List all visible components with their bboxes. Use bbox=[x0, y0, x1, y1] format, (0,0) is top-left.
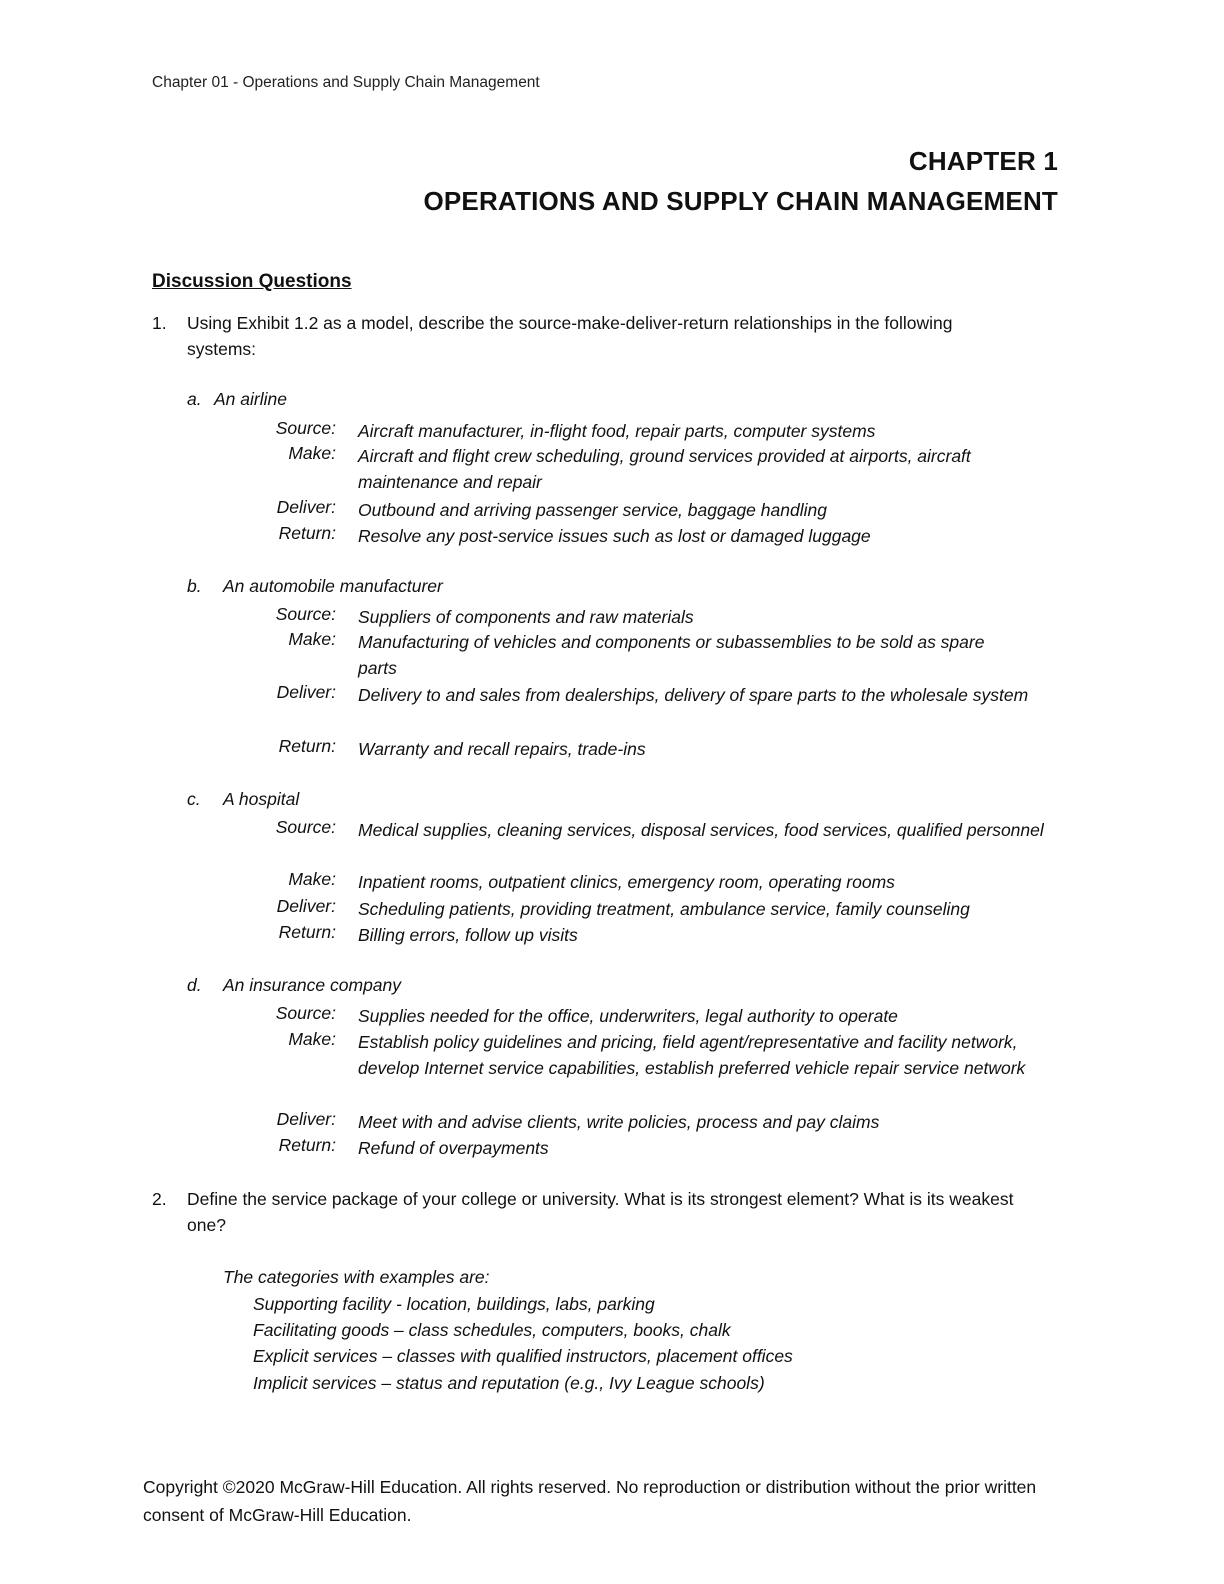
row-label: Deliver: bbox=[276, 682, 336, 702]
row-value: Resolve any post-service issues such as lost or damaged luggage bbox=[358, 526, 871, 546]
subpart-letter: b. bbox=[187, 576, 202, 596]
row-value: Establish policy guidelines and pricing, field agent/representative and facility network, develop Internet service capabilities, establish preferred vehicle repair service network bbox=[358, 1032, 1026, 1078]
row-value: Billing errors, follow up visits bbox=[358, 925, 578, 945]
row-value: Supplies needed for the office, underwriters, legal authority to operate bbox=[358, 1006, 898, 1026]
subpart-title: An insurance company bbox=[223, 975, 402, 995]
row-label: Return: bbox=[278, 736, 336, 756]
row-value: Manufacturing of vehicles and components or subassemblies to be sold as spare parts bbox=[358, 632, 985, 678]
category-item: Explicit services – classes with qualified instructors, placement offices bbox=[253, 1346, 793, 1366]
question-number: 2. bbox=[152, 1189, 167, 1209]
row-label: Source: bbox=[275, 817, 336, 837]
row-label: Source: bbox=[275, 1003, 336, 1023]
question-text: Define the service package of your college or university. What is its strongest element? What is its weakest one? bbox=[187, 1189, 1014, 1235]
row-label: Source: bbox=[275, 604, 336, 624]
chapter-title: OPERATIONS AND SUPPLY CHAIN MANAGEMENT bbox=[423, 186, 1058, 216]
row-label: Return: bbox=[278, 922, 336, 942]
row-value: Refund of overpayments bbox=[358, 1138, 549, 1158]
row-value: Suppliers of components and raw materials bbox=[358, 607, 694, 627]
row-value: Scheduling patients, providing treatment, ambulance service, family counseling bbox=[358, 899, 970, 919]
category-item: Facilitating goods – class schedules, computers, books, chalk bbox=[253, 1320, 731, 1340]
category-item: Supporting facility - location, buildings, labs, parking bbox=[253, 1294, 655, 1314]
running-header: Chapter 01 - Operations and Supply Chain Management bbox=[152, 74, 540, 91]
subpart-letter: c. bbox=[187, 789, 201, 809]
row-value: Aircraft manufacturer, in-flight food, repair parts, computer systems bbox=[358, 421, 876, 441]
row-value: Inpatient rooms, outpatient clinics, emergency room, operating rooms bbox=[358, 872, 895, 892]
row-value: Warranty and recall repairs, trade-ins bbox=[358, 739, 646, 759]
row-label: Deliver: bbox=[276, 896, 336, 916]
row-label: Make: bbox=[288, 1029, 336, 1049]
subpart-title: A hospital bbox=[223, 789, 300, 809]
row-value: Aircraft and flight crew scheduling, ground services provided at airports, aircraft maintenance and repair bbox=[358, 446, 971, 492]
question-number: 1. bbox=[152, 313, 167, 333]
row-value: Meet with and advise clients, write policies, process and pay claims bbox=[358, 1112, 880, 1132]
row-value: Medical supplies, cleaning services, disposal services, food services, qualified personnel bbox=[358, 820, 1044, 840]
row-label: Make: bbox=[288, 869, 336, 889]
category-item: Implicit services – status and reputation (e.g., Ivy League schools) bbox=[253, 1373, 765, 1393]
copyright-footer: Copyright ©2020 McGraw-Hill Education. All rights reserved. No reproduction or distribution without the prior written consent of McGraw-Hill Education. bbox=[143, 1477, 1037, 1525]
row-label: Make: bbox=[288, 443, 336, 463]
row-label: Deliver: bbox=[276, 497, 336, 517]
categories-intro: The categories with examples are: bbox=[223, 1267, 490, 1287]
subpart-letter: d. bbox=[187, 975, 202, 995]
subpart-letter: a. bbox=[187, 389, 202, 409]
question-text: Using Exhibit 1.2 as a model, describe the source-make-deliver-return relationships in the following systems: bbox=[187, 313, 953, 359]
row-value: Outbound and arriving passenger service, baggage handling bbox=[358, 500, 827, 520]
row-label: Return: bbox=[278, 1135, 336, 1155]
row-value: Delivery to and sales from dealerships, delivery of spare parts to the wholesale system bbox=[358, 685, 1029, 705]
row-label: Make: bbox=[288, 629, 336, 649]
subpart-title: An airline bbox=[214, 389, 287, 409]
row-label: Return: bbox=[278, 523, 336, 543]
chapter-number-title: CHAPTER 1 bbox=[908, 146, 1058, 176]
row-label: Source: bbox=[275, 418, 336, 438]
row-label: Deliver: bbox=[276, 1109, 336, 1129]
subpart-title: An automobile manufacturer bbox=[223, 576, 443, 596]
section-heading: Discussion Questions bbox=[152, 271, 352, 292]
